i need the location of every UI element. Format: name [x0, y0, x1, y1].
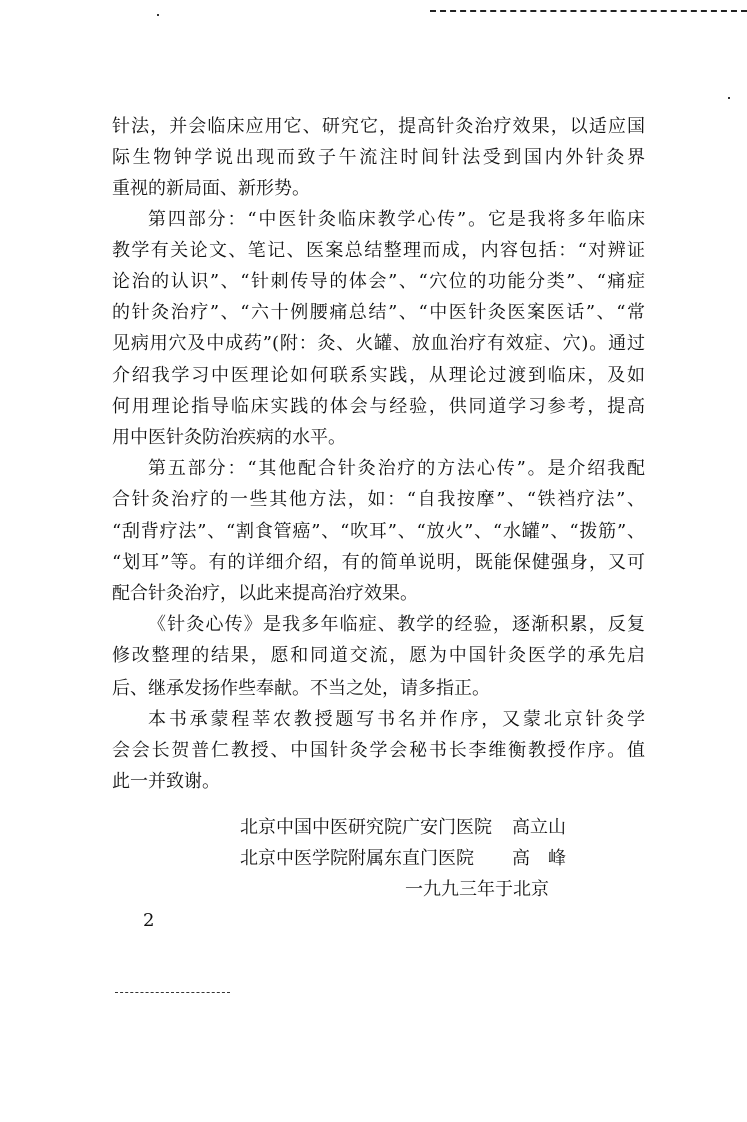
paragraph-line: 介绍我学习中医理论如何联系实践，从理论过渡到临床，及如 [112, 365, 645, 386]
paragraph-line: 后、继承发扬作些奉献。不当之处，请多指正。 [112, 678, 490, 699]
paragraph-line: 修改整理的结果，愿和同道交流，愿为中国针灸医学的承先启 [112, 645, 645, 666]
paragraph-line: 合针灸治疗的一些其他方法，如：“自我按摩”、“铁裆疗法”、 [112, 489, 645, 510]
paragraph-line: 配合针灸治疗，以此来提高治疗效果。 [112, 583, 418, 604]
paragraph-line: 何用理论指导临床实践的体会与经验，供同道学习参考，提高 [112, 396, 645, 417]
paragraph-line: 《针灸心传》是我多年临症、教学的经验，逐渐积累，反复 [148, 614, 645, 635]
paragraph-line: 见病用穴及中成药”(附：灸、火罐、放血治疗有效症、穴)。通过 [112, 333, 645, 354]
scan-artifact-rule [115, 992, 230, 993]
signature-date: 一九九三年于北京 [405, 879, 549, 900]
signature-org-2: 北京中医学院附属东直门医院 [240, 848, 474, 869]
paragraph-line: 的针灸治疗”、“六十例腰痛总结”、“中医针灸医案医话”、“常 [112, 302, 645, 323]
paragraph-line: “刮背疗法”、“割食管癌”、“吹耳”、“放火”、“水罐”、“拨筋”、 [112, 521, 645, 542]
paragraph-line: 针法，并会临床应用它、研究它，提高针灸治疗效果，以适应国 [112, 116, 645, 137]
scan-speck [157, 14, 159, 16]
signature-name-1: 高立山 [512, 817, 566, 838]
paragraph-line: 用中医针灸防治疾病的水平。 [112, 427, 346, 448]
paragraph-line: 本书承蒙程莘农教授题写书名并作序，又蒙北京针灸学 [148, 709, 645, 730]
scan-speck [728, 97, 730, 99]
paragraph-line: 第四部分：“中医针灸临床教学心传”。它是我将多年临床 [148, 209, 645, 230]
page-number: 2 [143, 910, 155, 931]
paragraph-line: 论治的认识”、“针刺传导的体会”、“穴位的功能分类”、“痛症 [112, 271, 645, 292]
paragraph-line: 此一并致谢。 [112, 771, 220, 792]
signature-name-2: 高 峰 [512, 848, 566, 869]
paragraph-line: “划耳”等。有的详细介绍，有的简单说明，既能保健强身，又可 [112, 552, 645, 573]
paragraph-line: 际生物钟学说出现而致子午流注时间针法受到国内外针灸界 [112, 147, 645, 168]
paragraph-line: 会会长贺普仁教授、中国针灸学会秘书长李维衡教授作序。值 [112, 740, 645, 761]
paragraph-line: 第五部分：“其他配合针灸治疗的方法心传”。是介绍我配 [148, 458, 645, 479]
scan-artifact-dashes [430, 10, 747, 12]
paragraph-line: 教学有关论文、笔记、医案总结整理而成，内容包括：“对辨证 [112, 240, 645, 261]
paragraph-line: 重视的新局面、新形势。 [112, 178, 310, 199]
signature-org-1: 北京中国中医研究院广安门医院 [240, 817, 492, 838]
